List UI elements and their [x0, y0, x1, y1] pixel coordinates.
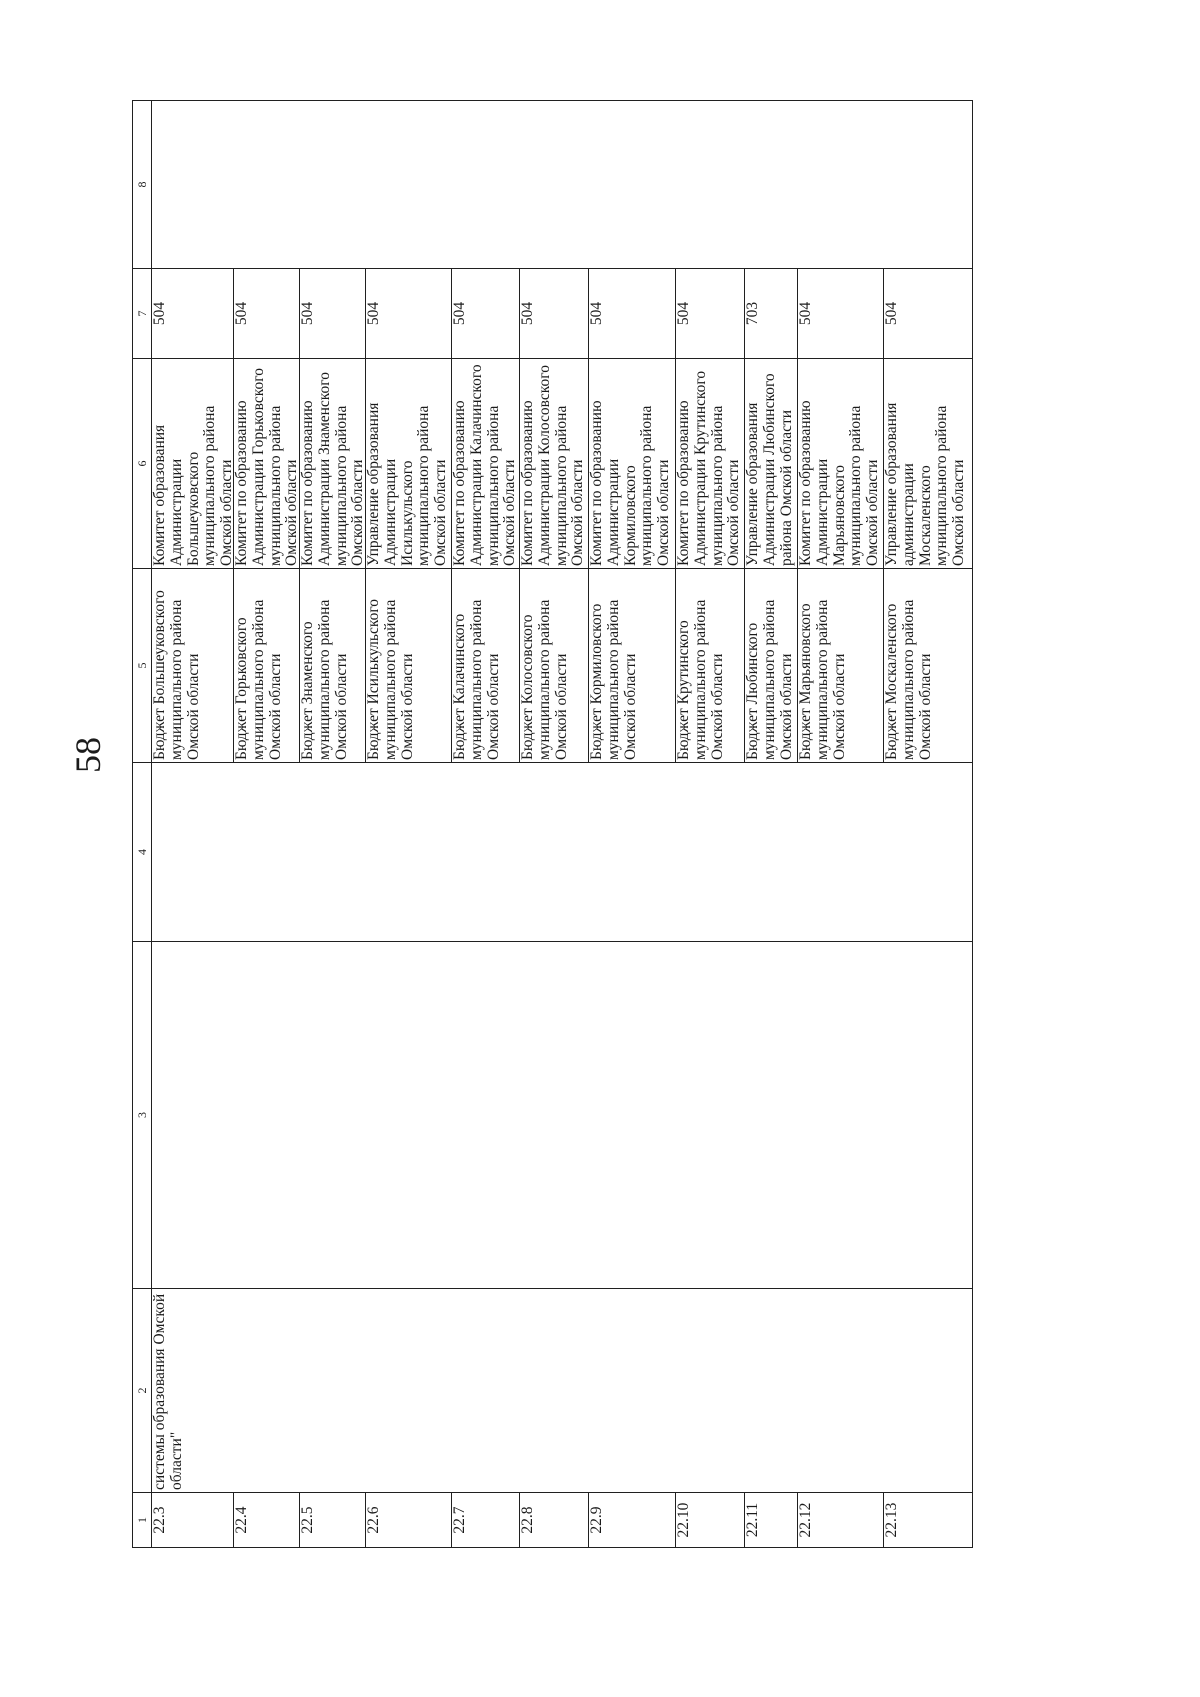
column-header-2: 2 — [133, 1288, 152, 1492]
column-header-3: 3 — [133, 941, 152, 1288]
administrator-name-cell: Комитет по образованию Администрации Знаменского муниципального района Омской области — [300, 358, 366, 568]
budget-name-cell: Бюджет Любинского муниципального района Омской области — [745, 568, 798, 762]
row-number-cell: 22.8 — [520, 1492, 589, 1547]
department-code-cell: 504 — [520, 268, 589, 358]
department-code-cell: 703 — [745, 268, 798, 358]
page-number: 58 — [68, 737, 108, 773]
budget-name-cell: Бюджет Большеуковского муниципального района Омской области — [152, 568, 234, 762]
budget-name-cell: Бюджет Горьковского муниципального района Омской области — [234, 568, 300, 762]
column-header-5: 5 — [133, 568, 152, 762]
department-code-cell: 504 — [798, 268, 884, 358]
row-number-cell: 22.9 — [589, 1492, 676, 1547]
column-header-6: 6 — [133, 358, 152, 568]
administrator-name-cell: Комитет по образованию Администрации Калачинского муниципального района Омской области — [452, 358, 520, 568]
budget-name-cell: Бюджет Знаменского муниципального района Омской области — [300, 568, 366, 762]
column-header-7: 7 — [133, 268, 152, 358]
row-number-cell: 22.11 — [745, 1492, 798, 1547]
budget-name-cell: Бюджет Кормиловского муниципального района Омской области — [589, 568, 676, 762]
department-code-cell: 504 — [234, 268, 300, 358]
budget-name-cell: Бюджет Колосовского муниципального района Омской области — [520, 568, 589, 762]
administrator-name-cell: Комитет по образованию Администрации Крутинского муниципального района Омской области — [676, 358, 745, 568]
budget-table — [132, 100, 973, 1548]
administrator-name-cell: Комитет по образованию Администрации Кормиловского муниципального района Омской области — [589, 358, 676, 568]
department-code-cell: 504 — [300, 268, 366, 358]
department-code-cell: 504 — [589, 268, 676, 358]
department-code-cell: 504 — [452, 268, 520, 358]
row-number-cell: 22.12 — [798, 1492, 884, 1547]
row-number-cell: 22.10 — [676, 1492, 745, 1547]
column-header-8: 8 — [133, 100, 152, 268]
administrator-name-cell: Управление образования Администрации Любинского района Омской области — [745, 358, 798, 568]
administrator-name-cell: Управление образования администрации Москаленского муниципального района Омской области — [884, 358, 973, 568]
column-3-merged-cell — [152, 941, 973, 1288]
administrator-name-cell: Управление образования Администрации Исилькульского муниципального района Омской области — [366, 358, 452, 568]
department-code-cell: 504 — [152, 268, 234, 358]
row-number-cell: 22.4 — [234, 1492, 300, 1547]
budget-name-cell: Бюджет Калачинского муниципального района Омской области — [452, 568, 520, 762]
column-4-merged-cell — [152, 762, 973, 941]
department-code-cell: 504 — [676, 268, 745, 358]
budget-name-cell: Бюджет Крутинского муниципального района Омской области — [676, 568, 745, 762]
administrator-name-cell: Комитет по образованию Администрации Горьковского муниципального района Омской области — [234, 358, 300, 568]
row-number-cell: 22.5 — [300, 1492, 366, 1547]
row-number-cell: 22.7 — [452, 1492, 520, 1547]
administrator-name-cell: Комитет образования Администрации Большеуковского муниципального района Омской области — [152, 358, 234, 568]
row-number-cell: 22.3 — [152, 1492, 234, 1547]
column-header-4: 4 — [133, 762, 152, 941]
row-number-cell: 22.13 — [884, 1492, 973, 1547]
column-2-merged-cell: системы образования Омской области" — [152, 1288, 973, 1492]
column-header-1: 1 — [133, 1492, 152, 1547]
budget-name-cell: Бюджет Исилькульского муниципального района Омской области — [366, 568, 452, 762]
budget-name-cell: Бюджет Москаленского муниципального района Омской области — [884, 568, 973, 762]
administrator-name-cell: Комитет по образованию Администрации Колосовского муниципального района Омской области — [520, 358, 589, 568]
budget-name-cell: Бюджет Марьяновского муниципального района Омской области — [798, 568, 884, 762]
row-number-cell: 22.6 — [366, 1492, 452, 1547]
column-8-merged-cell — [152, 100, 973, 268]
department-code-cell: 504 — [884, 268, 973, 358]
administrator-name-cell: Комитет по образованию Администрации Марьяновского муниципального района Омской области — [798, 358, 884, 568]
department-code-cell: 504 — [366, 268, 452, 358]
